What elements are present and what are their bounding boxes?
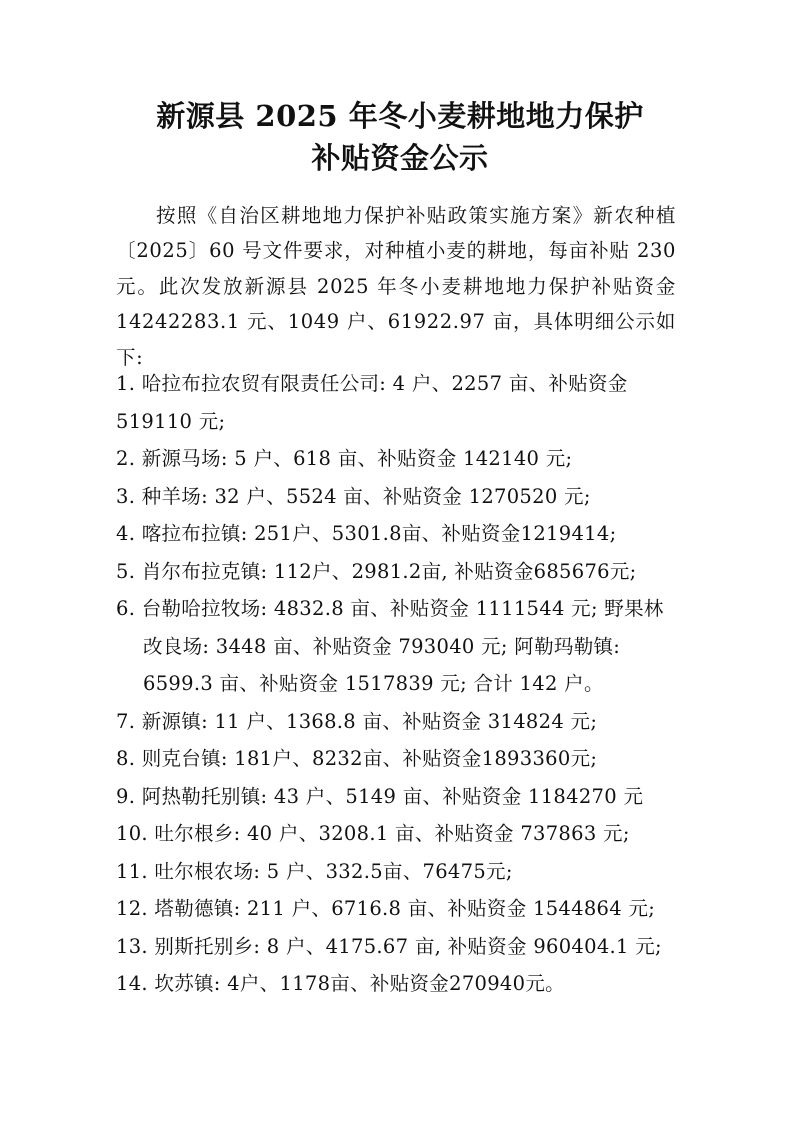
list-item: 2. 新源马场: 5 户、618 亩、补贴资金 142140 元; <box>116 447 573 470</box>
list-item: 9. 阿热勒托别镇: 43 户、5149 亩、补贴资金 1184270 元 <box>116 784 644 808</box>
list-item: 7. 新源镇: 11 户、1368.8 亩、补贴资金 314824 元; <box>116 709 598 733</box>
document-title-line-1: 新源县 2025 年冬小麦耕地地力保护 <box>156 99 644 133</box>
document-title-line-2: 补贴资金公示 <box>311 141 489 175</box>
list-item: 4. 喀拉布拉镇: 251户、5301.8亩、补贴资金1219414; <box>116 522 617 545</box>
list-item: 5. 肖尔布拉克镇: 112户、2981.2亩, 补贴资金685676元; <box>116 559 637 583</box>
list-item: 14. 坎苏镇: 4户、1178亩、补贴资金270940元。 <box>116 972 565 995</box>
list-item: 8. 则克台镇: 181户、8232亩、补贴资金1893360元; <box>116 747 598 770</box>
list-item: 13. 别斯托别乡: 8 户、4175.67 亩, 补贴资金 960404.1 元; <box>116 934 662 958</box>
list-item: 12. 塔勒德镇: 211 户、6716.8 亩、补贴资金 1544864 元; <box>116 897 656 920</box>
intro-paragraph: 按照《自治区耕地地力保护补贴政策实施方案》新农种植〔2025〕60 号文件要求，对种植小麦的耕地，每亩补贴 230 元。此次发放新源县 2025 年冬小麦耕地地力保护补贴资金 14242283.1 元、1049 户、61922.97 亩，具体明细公示如下: <box>116 203 676 369</box>
list-item: 3. 种羊场: 32 户、5524 亩、补贴资金 1270520 元; <box>116 484 591 508</box>
list-item: 1. 哈拉布拉农贸有限责任公司: 4 户、2257 亩、补贴资金 519110 元; <box>116 372 628 433</box>
list-item: 6. 台勒哈拉牧场: 4832.8 亩、补贴资金 1111544 元; 野果林改良场: 3448 亩、补贴资金 793040 元; 阿勒玛勒镇: 6599.3 亩、补贴资金 1517839 元; 合计 142 户。 <box>116 597 664 695</box>
list-item: 10. 吐尔根乡: 40 户、3208.1 亩、补贴资金 737863 元; <box>116 822 630 845</box>
subsidy-list <box>116 365 682 1003</box>
list-item: 11. 吐尔根农场: 5 户、332.5亩、76475元; <box>116 859 513 883</box>
